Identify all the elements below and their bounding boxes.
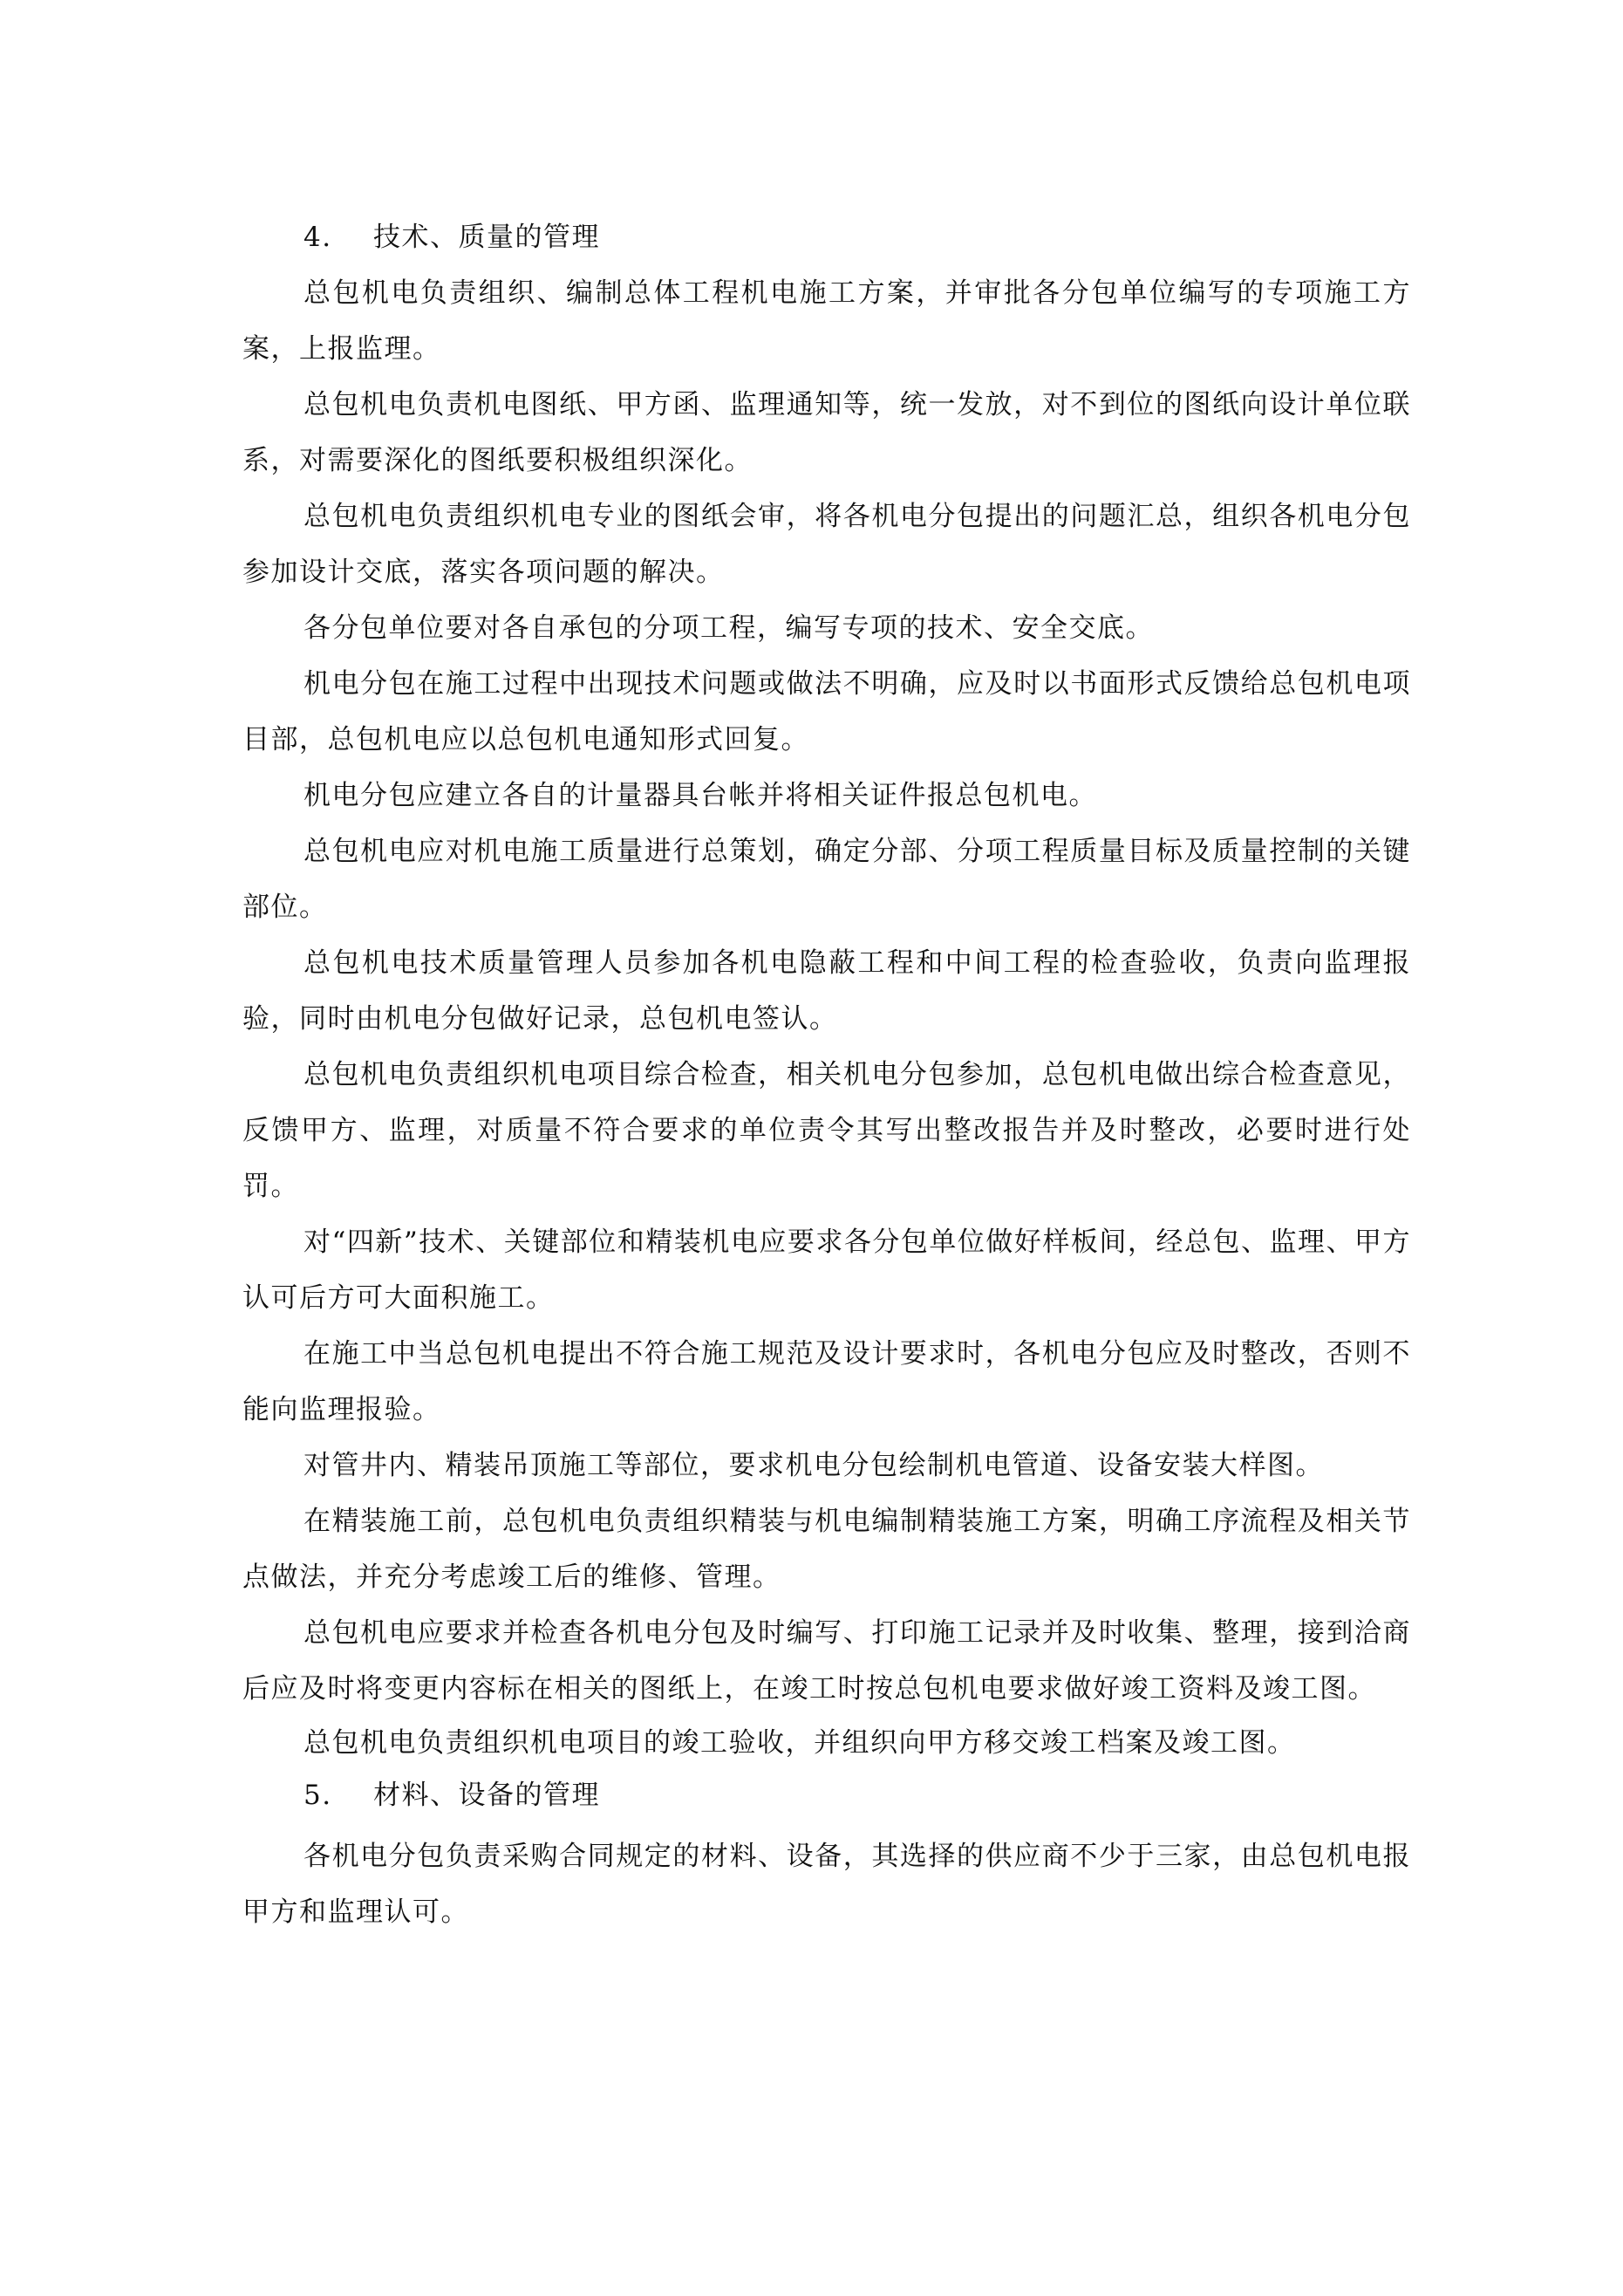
paragraph: 总包机电负责组织、编制总体工程机电施工方案，并审批各分包单位编写的专项施工方案，上报监理。 — [242, 277, 1411, 365]
paragraph: 各分包单位要对各自承包的分项工程，编写专项的技术、安全交底。 — [303, 612, 1154, 644]
paragraph: 在精装施工前，总包机电负责组织精装与机电编制精装施工方案，明确工序流程及相关节点做法，并充分考虑竣工后的维修、管理。 — [242, 1506, 1411, 1593]
paragraph: 总包机电应对机电施工质量进行总策划，确定分部、分项工程质量目标及质量控制的关键部位。 — [242, 836, 1411, 923]
document-body — [242, 209, 1411, 1940]
paragraph: 机电分包在施工过程中出现技术问题或做法不明确，应及时以书面形式反馈给总包机电项目部，总包机电应以总包机电通知形式回复。 — [242, 668, 1411, 755]
paragraph: 总包机电应要求并检查各机电分包及时编写、打印施工记录并及时收集、整理，接到洽商后应及时将变更内容标在相关的图纸上，在竣工时按总包机电要求做好竣工资料及竣工图。 — [242, 1617, 1411, 1705]
paragraph: 总包机电负责组织机电专业的图纸会审，将各机电分包提出的问题汇总，组织各机电分包参加设计交底，落实各项问题的解决。 — [242, 501, 1411, 588]
section-title: 技术、质量的管理 — [373, 222, 600, 253]
paragraph: 在施工中当总包机电提出不符合施工规范及设计要求时，各机电分包应及时整改，否则不能向监理报验。 — [242, 1338, 1411, 1425]
paragraph: 总包机电负责组织机电项目综合检查，相关机电分包参加，总包机电做出综合检查意见，反馈甲方、监理，对质量不符合要求的单位责令其写出整改报告并及时整改，必要时进行处罚。 — [242, 1059, 1411, 1202]
paragraph: 机电分包应建立各自的计量器具台帐并将相关证件报总包机电。 — [303, 780, 1097, 811]
paragraph: 对“四新”技术、关键部位和精装机电应要求各分包单位做好样板间，经总包、监理、甲方认可后方可大面积施工。 — [242, 1227, 1411, 1314]
paragraph: 总包机电技术质量管理人员参加各机电隐蔽工程和中间工程的检查验收，负责向监理报验，同时由机电分包做好记录，总包机电签认。 — [242, 947, 1411, 1035]
section-title: 材料、设备的管理 — [373, 1780, 600, 1811]
paragraph: 各机电分包负责采购合同规定的材料、设备，其选择的供应商不少于三家，由总包机电报甲方和监理认可。 — [242, 1841, 1411, 1928]
section-heading-4 — [242, 209, 1411, 265]
paragraph: 对管井内、精装吊顶施工等部位，要求机电分包绘制机电管道、设备安装大样图。 — [303, 1450, 1324, 1481]
section-heading-5 — [242, 1767, 1411, 1823]
section-number: 4. — [303, 222, 332, 253]
section-number: 5. — [303, 1780, 332, 1811]
paragraph: 总包机电负责组织机电项目的竣工验收，并组织向甲方移交竣工档案及竣工图。 — [303, 1727, 1296, 1759]
paragraph: 总包机电负责机电图纸、甲方函、监理通知等，统一发放，对不到位的图纸向设计单位联系，对需要深化的图纸要积极组织深化。 — [242, 389, 1411, 476]
